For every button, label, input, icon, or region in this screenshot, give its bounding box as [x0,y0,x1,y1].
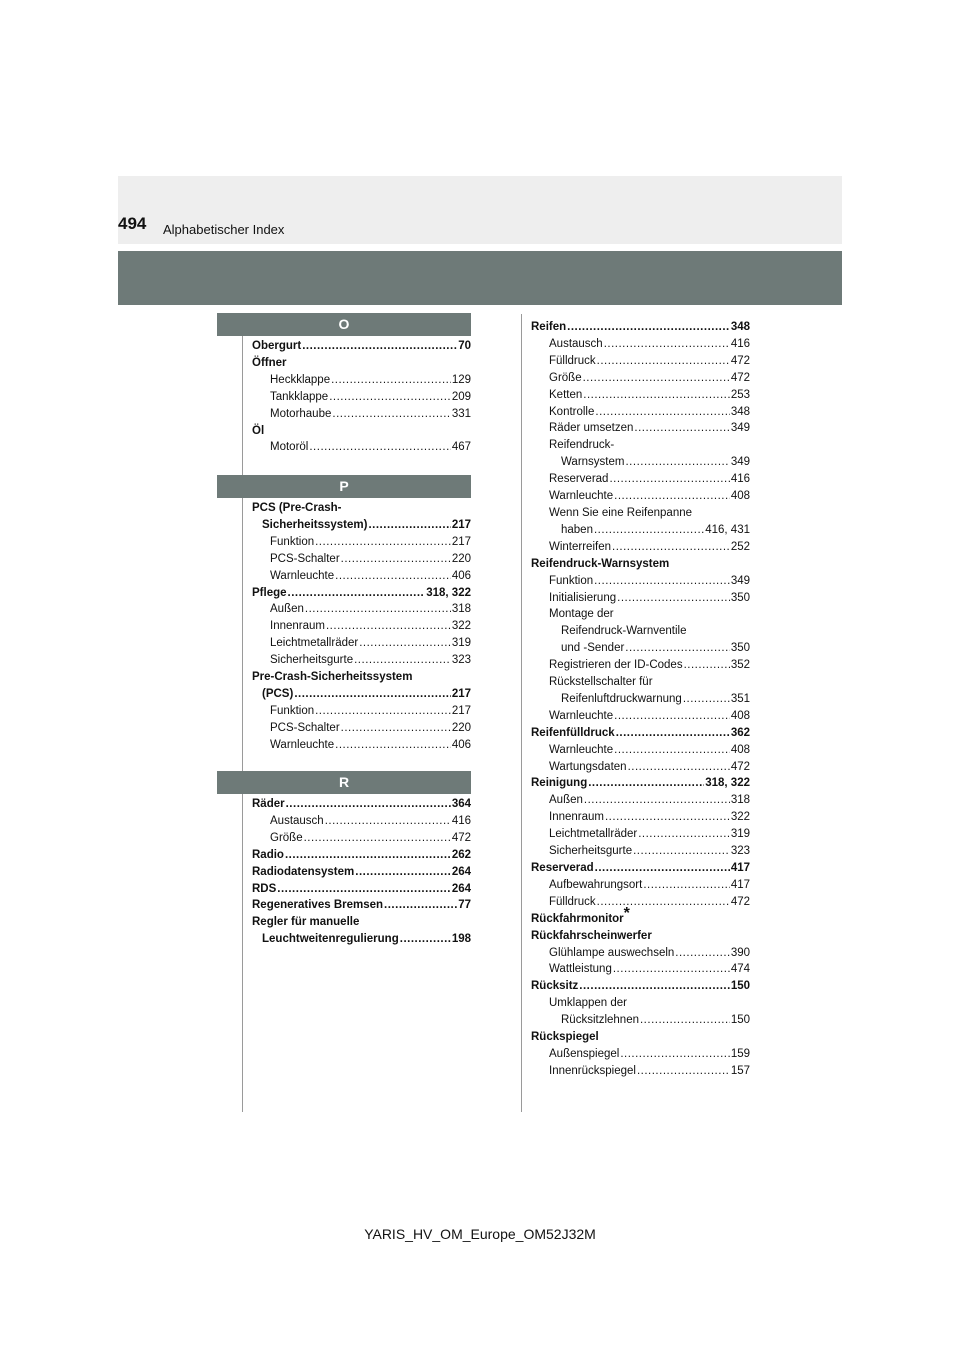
index-entry: Radio ..... 262 [252,847,471,864]
section-title: Alphabetischer Index [163,222,285,237]
index-entry: Außenspiegel ..... 159 [531,1046,750,1063]
index-entry: Pflege ..... 318, 322 [252,585,471,602]
index-group-o [252,338,471,456]
footnote-mark: * [623,904,630,922]
index-entry: Registrieren der ID-Codes ..... 352 [531,657,750,674]
index-entry: Rücksitz ..... 150 [531,978,750,995]
index-entry: Reinigung ..... 318, 322 [531,775,750,792]
index-entry: Radiodatensystem ..... 264 [252,864,471,881]
index-entry: Reifendruck-Warnventile [561,625,687,638]
index-entry: Räder umsetzen ..... 349 [531,420,750,437]
index-entry: Umklappen der [549,997,627,1010]
index-entry: Öffner [252,356,287,369]
index-entry: Rückstellschalter für [549,676,653,689]
index-entry: Rückspiegel [531,1031,599,1044]
index-entry: PCS-Schalter ..... 220 [252,551,471,568]
index-entry: Außen ..... 318 [252,601,471,618]
index-entry: Heckklappe ..... 129 [252,372,471,389]
index-entry: Räder ..... 364 [252,796,471,813]
index-entry: Sicherheitssystem) ..... 217 [252,517,471,534]
index-entry: Rücksitzlehnen ..... 150 [531,1012,750,1029]
index-entry: Warnsystem ..... 349 [531,454,750,471]
index-entry: Leichtmetallräder ..... 319 [531,826,750,843]
index-entry: Größe ..... 472 [252,830,471,847]
index-entry: Warnleuchte ..... 406 [252,737,471,754]
index-entry: Wartungsdaten ..... 472 [531,759,750,776]
index-entry: Reserverad ..... 417 [531,860,750,877]
letter-header-p: P [217,475,471,498]
page-number: 494 [118,214,147,233]
index-entry: Winterreifen ..... 252 [531,539,750,556]
index-entry: haben ..... 416, 431 [531,522,750,539]
footer-document-code: YARIS_HV_OM_Europe_OM52J32M [364,1226,596,1242]
letter-header-o: O [217,313,471,336]
index-entry: Glühlampe auswechseln ..... 390 [531,945,750,962]
index-entry: Montage der [549,608,614,621]
index-entry: Austausch ..... 416 [531,336,750,353]
left-column-rule [242,334,243,1112]
index-entry: RDS ..... 264 [252,881,471,898]
index-entry: Reserverad ..... 416 [531,471,750,488]
index-entry: PCS-Schalter ..... 220 [252,720,471,737]
index-entry: Leichtmetallräder ..... 319 [252,635,471,652]
index-entry: Obergurt ..... 70 [252,338,471,355]
index-entry: Rückfahrscheinwerfer [531,929,652,942]
index-entry: Reifenluftdruckwarnung ..... 351 [531,691,750,708]
index-entry: Innenrückspiegel ..... 157 [531,1063,750,1080]
index-entry: Warnleuchte ..... 406 [252,568,471,585]
letter-header-r: R [217,771,471,794]
header-dark-band [118,251,842,305]
index-entry: Motorhaube ..... 331 [252,406,471,423]
index-entry: Sicherheitsgurte ..... 323 [252,652,471,669]
index-entry: PCS (Pre-Crash- [252,502,342,514]
index-entry: Pre-Crash-Sicherheitssystem [252,671,413,684]
index-entry: (PCS) ..... 217 [252,686,471,703]
index-group-p [252,500,471,754]
right-column-rule [521,314,522,1112]
index-entry: Sicherheitsgurte ..... 323 [531,843,750,860]
index-entry: Aufbewahrungsort ..... 417 [531,877,750,894]
index-entry: Öl [252,424,265,437]
index-entry: Tankklappe ..... 209 [252,389,471,406]
index-entry: Funktion ..... 217 [252,534,471,551]
index-entry: Motoröl ..... 467 [252,439,471,456]
index-entry: Regeneratives Bremsen ..... 77 [252,897,471,914]
index-entry: Reifendruck- [549,439,615,452]
index-entry: Warnleuchte ..... 408 [531,708,750,725]
index-entry: Kontrolle ..... 348 [531,404,750,421]
index-entry: Initialisierung ..... 350 [531,590,750,607]
index-entry: Außen ..... 318 [531,792,750,809]
index-entry: Leuchtweitenregulierung ..... 198 [252,931,471,948]
index-entry: Ketten ..... 253 [531,387,750,404]
index-group-r [252,796,471,948]
index-entry: Reifendruck-Warnsystem [531,557,670,570]
index-entry: Funktion ..... 349 [531,573,750,590]
index-entry: Reifen ..... 348 [531,319,750,336]
index-entry: Funktion ..... 217 [252,703,471,720]
index-entry: Warnleuchte ..... 408 [531,488,750,505]
index-entry: Regler für manuelle [252,916,360,929]
index-entry: Rückfahrmonitor* [531,904,630,925]
index-entry: Wattleistung ..... 474 [531,961,750,978]
index-entry: Größe ..... 472 [531,370,750,387]
index-entry: Fülldruck ..... 472 [531,353,750,370]
index-entry: und -Sender ..... 350 [531,640,750,657]
index-entry: Reifenfülldruck ..... 362 [531,725,750,742]
index-entry: Warnleuchte ..... 408 [531,742,750,759]
index-entry: Wenn Sie eine Reifenpanne [549,506,693,519]
index-entry: Austausch ..... 416 [252,813,471,830]
index-entry: Fülldruck ..... 472 [531,894,750,911]
index-entry: Innenraum ..... 322 [252,618,471,635]
index-entry: Innenraum ..... 322 [531,809,750,826]
index-group-r-continued [531,319,750,1080]
